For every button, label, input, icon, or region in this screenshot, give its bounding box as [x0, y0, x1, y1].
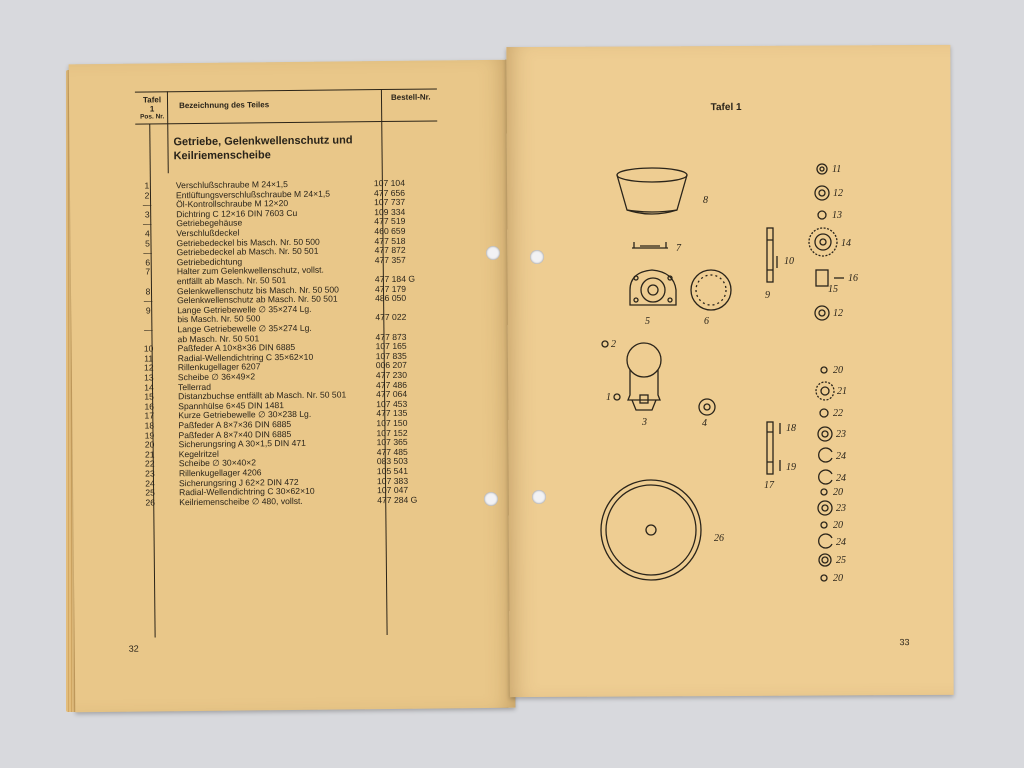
label-part-13: 13	[832, 210, 842, 221]
parts-20-25-pinion-stack	[816, 367, 834, 581]
parts-row-order: 107 165	[375, 340, 407, 352]
label-part-12-top: 12	[833, 188, 843, 199]
parts-row-desc: Kegelritzel	[178, 448, 219, 459]
parts-row-desc: Sicherungsring J 62×2 DIN 472	[178, 476, 299, 488]
label-part-5: 5	[645, 316, 650, 327]
parts-row-order: 460 659	[374, 225, 406, 237]
parts-row-pos: 9	[145, 305, 151, 316]
part-labels	[606, 164, 858, 584]
parts-row-order: 083 503	[376, 456, 408, 467]
parts-row-desc: Tellerrad	[177, 381, 212, 392]
page-number-right: 33	[899, 637, 910, 648]
parts-row-desc: Halter zum Gelenkwellenschutz, vollst.	[176, 265, 324, 277]
parts-row-desc: Getriebedichtung	[176, 256, 243, 267]
label-part-23-b: 23	[836, 503, 846, 514]
section-title: Getriebe, Gelenkwellenschutz und Keilriemenscheibe	[173, 134, 353, 163]
label-part-21: 21	[837, 386, 847, 397]
header-bezeichnung: Bezeichnung des Teiles	[179, 100, 270, 111]
parts-row-order: 477 518	[374, 235, 406, 246]
parts-row-pos: 7	[145, 266, 151, 277]
label-part-14: 14	[841, 238, 851, 249]
parts-row-desc: Getriebedeckel ab Masch. Nr. 50 501	[176, 245, 319, 258]
label-part-15: 15	[828, 284, 838, 295]
header-bestell-nr: Bestell-Nr.	[390, 92, 431, 102]
parts-row-order: 107 047	[377, 484, 409, 496]
parts-row-order: 105 541	[376, 465, 409, 477]
part-5-gear-cover	[630, 270, 676, 305]
label-part-18: 18	[786, 423, 796, 434]
parts-row-desc: Gelenkwellenschutz bis Masch. Nr. 50 500	[176, 284, 339, 296]
label-part-11: 11	[832, 164, 842, 175]
parts-row-order: 107 150	[376, 417, 408, 429]
parts-row-desc: Keilriemenscheibe ∅ 480, vollst.	[179, 495, 303, 507]
label-part-3: 3	[642, 417, 647, 428]
parts-row-pos: 22	[144, 458, 155, 469]
parts-row-order: 477 519	[374, 216, 406, 227]
parts-row-pos: 16	[144, 401, 155, 412]
label-part-16: 16	[848, 273, 858, 284]
parts-row-pos: —	[143, 295, 153, 306]
parts-row-desc: Paßfeder A 8×7×40 DIN 6885	[178, 428, 292, 440]
parts-row-pos: 14	[144, 382, 154, 393]
part-6-gasket	[691, 270, 731, 310]
parts-row-order: 107 453	[376, 398, 408, 409]
parts-row-order: 107 383	[376, 475, 409, 486]
parts-row-pos: 4	[144, 228, 150, 239]
label-part-9: 9	[765, 290, 770, 301]
label-part-7: 7	[676, 243, 681, 254]
label-part-6: 6	[704, 316, 709, 327]
parts-row-pos: 6	[145, 257, 151, 268]
parts-row-order: 109 334	[374, 206, 406, 217]
label-part-4: 4	[702, 418, 707, 429]
parts-row-pos: 24	[145, 478, 155, 489]
parts-row-pos: 3	[144, 209, 150, 220]
parts-row-pos: 26	[145, 497, 156, 508]
label-part-24-a: 24	[836, 451, 846, 462]
parts-row-pos: 11	[144, 353, 154, 364]
parts-row-pos: 15	[144, 391, 154, 402]
parts-row-desc: Gelenkwellenschutz ab Masch. Nr. 50 501	[177, 293, 338, 306]
label-part-26: 26	[714, 533, 724, 544]
parts-row-order: 477 184 G	[374, 273, 416, 285]
parts-row-desc: Dichtring C 12×16 DIN 7603 Cu	[176, 207, 298, 219]
parts-row-desc: Verschlußdeckel	[176, 227, 240, 239]
parts-row-desc: Entlüftungsverschlußschraube M 24×1,5	[175, 188, 331, 200]
plate-title: Tafel 1	[710, 101, 742, 114]
label-part-24-c: 24	[836, 537, 846, 548]
label-part-19: 19	[786, 462, 796, 473]
parts-row-desc: Paßfeder A 10×8×36 DIN 6885	[177, 342, 296, 354]
parts-row-pos: 8	[145, 286, 151, 297]
parts-row-pos: 25	[145, 487, 155, 498]
parts-row-desc: Öl-Kontrollschraube M 12×20	[176, 198, 289, 210]
parts-row-desc: Distanzbuchse entfällt ab Masch. Nr. 50 501	[178, 389, 347, 402]
parts-row-pos: 20	[144, 439, 155, 450]
parts-row-order: 477 485	[376, 446, 408, 457]
parts-row-order: 107 152	[376, 427, 408, 438]
header-tafel: Tafel 1 Pos. Nr.	[140, 95, 165, 121]
parts-row-order: 477 135	[376, 408, 408, 419]
parts-row-order: 107 104	[373, 177, 406, 189]
part-26-belt-pulley	[601, 480, 701, 580]
parts-row-order: 006 207	[375, 360, 407, 371]
label-part-20-a: 20	[833, 365, 843, 376]
part-4-cover-plug	[699, 399, 715, 415]
parts-row-pos: 2	[144, 190, 150, 201]
parts-row-desc: Kurze Getriebewelle ∅ 30×238 Lg.	[178, 409, 312, 421]
label-part-10: 10	[784, 256, 794, 267]
parts-row-order: 477 064	[376, 388, 408, 400]
parts-row-order: 477 873	[375, 331, 407, 342]
parts-row-pos: 10	[143, 343, 154, 354]
parts-row-order: 107 737	[374, 196, 406, 208]
parts-row-desc: Scheibe ∅ 30×40×2	[178, 457, 257, 469]
parts-row-pos: 19	[144, 430, 155, 441]
parts-row-order: 477 357	[374, 254, 406, 265]
label-part-17: 17	[764, 480, 774, 491]
parts-row-pos: 13	[144, 372, 154, 383]
parts-row-desc: Radial-Wellendichtring C 35×62×10	[177, 351, 314, 363]
parts-row-order: 107 835	[375, 350, 407, 361]
parts-row-pos: —	[142, 218, 152, 229]
label-part-23-a: 23	[836, 429, 846, 440]
parts-row-pos: 18	[144, 420, 155, 431]
parts-row-pos: 23	[145, 468, 155, 479]
label-part-25: 25	[836, 555, 846, 566]
parts-row-desc: Verschlußschraube M 24×1,5	[175, 179, 288, 191]
parts-row-desc: Lange Getriebewelle ∅ 35×274 Lg.	[177, 322, 312, 335]
parts-row-pos: 12	[143, 362, 154, 373]
label-part-20-b: 20	[833, 487, 843, 498]
parts-row-desc: Rillenkugellager 4206	[178, 467, 262, 479]
parts-row-pos: 1	[144, 180, 150, 191]
parts-row-pos: —	[142, 199, 152, 210]
label-part-12-bottom: 12	[833, 308, 843, 319]
parts-row-desc: Lange Getriebewelle ∅ 35×274 Lg.	[177, 303, 312, 315]
parts-row-order: 477 230	[375, 369, 408, 381]
parts-row-pos: 21	[144, 449, 155, 460]
parts-row-desc: entfällt ab Masch. Nr. 50 501	[176, 275, 287, 287]
parts-row-order: 477 022	[375, 312, 407, 323]
page-number-left: 32	[128, 643, 139, 654]
label-part-22: 22	[833, 408, 843, 419]
parts-row-desc: ab Masch. Nr. 50 501	[177, 332, 260, 344]
parts-row-order: 477 872	[374, 244, 406, 256]
parts-row-desc: Getriebedeckel bis Masch. Nr. 50 500	[176, 236, 320, 248]
parts-row-desc: Paßfeder A 8×7×36 DIN 6885	[178, 419, 292, 431]
parts-row-desc: Sicherungsring A 30×1,5 DIN 471	[178, 438, 306, 450]
parts-row-desc: Rillenkugellager 6207	[177, 361, 261, 373]
part-9-long-shaft	[767, 228, 777, 282]
parts-row-order: 477 656	[373, 187, 406, 198]
parts-row-desc: Scheibe ∅ 36×49×2	[177, 371, 256, 383]
parts-row-desc: Spannhülse 6×45 DIN 1481	[178, 399, 285, 411]
parts-row-order: 477 284 G	[377, 494, 418, 505]
label-part-8: 8	[703, 195, 708, 206]
label-part-20-d: 20	[833, 573, 843, 584]
parts-row-pos: —	[143, 247, 152, 258]
part-8-shaft-guard	[617, 168, 687, 214]
parts-row-desc: Radial-Wellendichtring C 30×62×10	[179, 485, 315, 498]
part-7-holder	[632, 242, 668, 248]
parts-row-pos: —	[144, 324, 153, 335]
parts-row-pos: 17	[144, 410, 155, 421]
parts-row-order: 477 179	[374, 283, 407, 294]
label-part-1: 1	[606, 392, 611, 403]
parts-row-desc: Getriebegehäuse	[176, 217, 243, 229]
parts-row-order: 107 365	[376, 436, 408, 448]
parts-row-pos: 5	[145, 238, 150, 249]
label-part-2: 2	[611, 339, 616, 350]
label-part-24-b: 24	[836, 473, 846, 484]
parts-row-order: 477 486	[375, 379, 408, 390]
part-3-gear-housing	[627, 343, 661, 410]
label-part-20-c: 20	[833, 520, 843, 531]
parts-row-desc: bis Masch. Nr. 50 500	[177, 313, 261, 325]
parts-row-order: 486 050	[375, 292, 407, 304]
part-17-short-shaft	[767, 422, 780, 474]
